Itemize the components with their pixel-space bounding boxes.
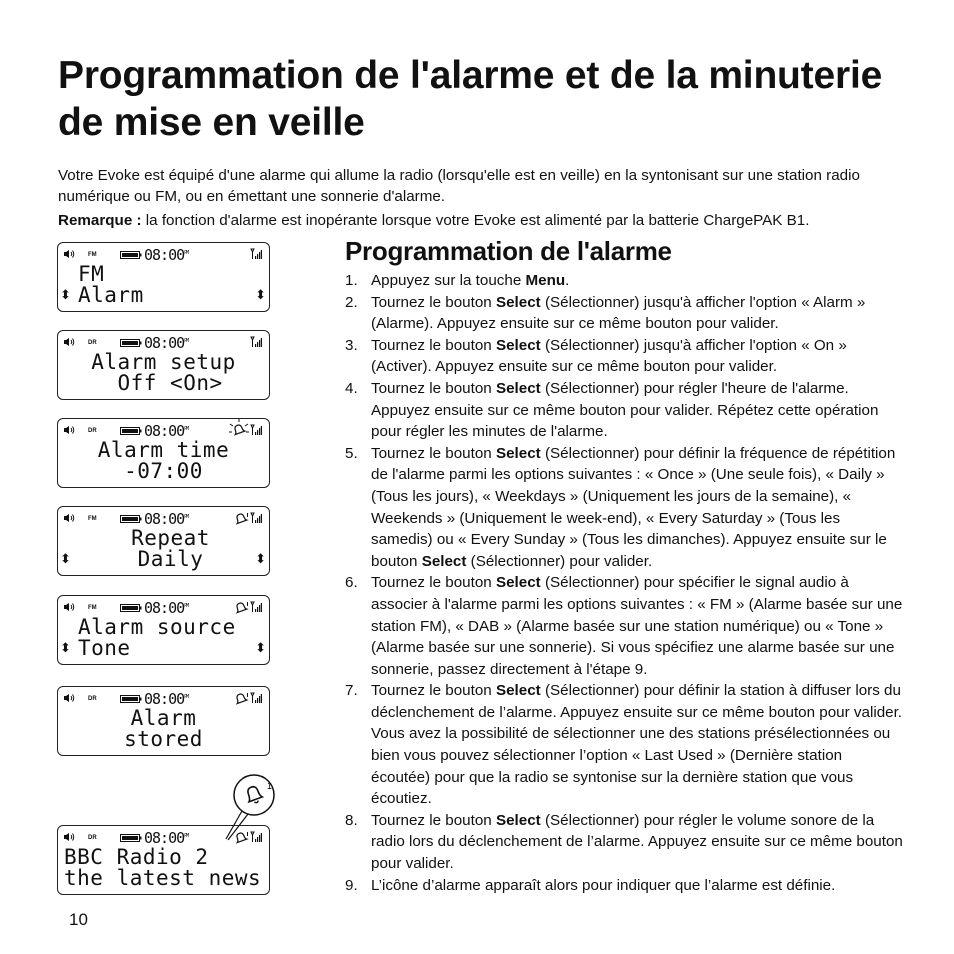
step-number: 8. xyxy=(345,811,358,829)
note-text: la fonction d'alarme est inopérante lorsque votre Evoke est alimenté par la batterie ChargePAK B1. xyxy=(141,212,810,229)
lcd-screen xyxy=(57,418,270,488)
clock-ampm: PM xyxy=(184,694,189,700)
step-text: (Sélectionner) pour définir la station à diffuser lors du déclenchement de l’alarme. Appuyez ensuite sur ce même bouton pour valider. Vous avez la possibilité de sélectionner une des stations présélectionnées ou bien vous pouvez sélectionner l’option « Last Used » (Dernière station écoutée) pour que la radio se syntonise sur la dernière station que vous écoutiez. xyxy=(371,682,903,808)
scroll-arrows-left-icon: ⬍ xyxy=(60,641,71,656)
step-text: Select xyxy=(495,811,541,829)
lcd-line-1: Alarm time xyxy=(97,438,230,462)
lcd-line-1: BBC Radio 2 xyxy=(64,845,209,869)
step-text: . xyxy=(565,272,570,289)
step-text: Select xyxy=(495,379,541,397)
clock-time: 08:00 xyxy=(144,510,185,528)
clock-time: 08:00 xyxy=(144,422,185,440)
step-text: Menu xyxy=(525,272,566,289)
step-text: Select xyxy=(495,444,541,462)
speaker-icon xyxy=(63,832,75,842)
speaker-icon xyxy=(63,337,75,347)
battery-icon xyxy=(120,695,142,703)
step-number: 3. xyxy=(345,336,358,354)
lcd-line-1: Alarm setup xyxy=(91,350,236,374)
step-text: (Sélectionner) jusqu'à afficher l'option « Alarm » (Alarme). Appuyez ensuite sur ce même bouton pour valider. xyxy=(371,293,866,333)
note-paragraph xyxy=(58,210,918,231)
lcd-line-2: stored xyxy=(124,727,203,751)
step-number: 6. xyxy=(345,574,358,592)
step-item xyxy=(345,810,905,875)
clock-time: 08:00 xyxy=(144,246,185,264)
step-item xyxy=(345,378,905,443)
step-text: Tournez le bouton xyxy=(371,293,496,311)
step-text: Select xyxy=(495,682,541,700)
band-indicator: DR xyxy=(88,340,97,346)
battery-icon xyxy=(120,834,142,842)
scroll-arrows-right-icon: ⬍ xyxy=(255,641,266,656)
step-text: Select xyxy=(495,574,541,592)
step-number: 2. xyxy=(345,293,358,311)
step-number: 9. xyxy=(345,876,358,894)
step-text: (Sélectionner) pour régler le volume sonore de la radio lors du déclenchement de l’alarme. Appuyez ensuite sur ce même bouton pour valider. xyxy=(371,811,903,873)
step-number: 7. xyxy=(345,682,358,700)
signal-strength-icon xyxy=(248,336,262,348)
step-text: L’icône d’alarme apparaît alors pour indiquer que l’alarme est définie. xyxy=(371,876,836,894)
speaker-icon xyxy=(63,513,75,523)
step-text: (Sélectionner) pour valider. xyxy=(466,552,653,570)
section-title: Programmation de l'alarme xyxy=(345,236,672,266)
step-text: (Sélectionner) pour définir la fréquence de répétition de l'alarme parmi les options suivantes : « Once » (Une seule fois), « Daily » (Tous les jours), « Weekdays » (Uniquement les jours de la semaine), « Weekends » (Uniquement le week-end), « Every Saturday » (Tous les samedis) ou « Every Sunday » (Tous les dimanches). Appuyez ensuite sur le bouton xyxy=(371,444,896,570)
lcd-screen xyxy=(57,330,270,400)
lcd-screen xyxy=(57,506,270,576)
band-indicator: FM xyxy=(88,516,97,522)
lcd-line-1: FM xyxy=(78,262,105,286)
step-text: Tournez le bouton xyxy=(371,336,496,354)
page-number: 10 xyxy=(69,910,88,929)
clock-time: 08:00 xyxy=(144,334,185,352)
step-item xyxy=(345,443,905,573)
step-text: Select xyxy=(495,336,541,354)
clock-ampm: PM xyxy=(184,833,189,839)
speaker-icon xyxy=(63,693,75,703)
step-number: 5. xyxy=(345,444,358,462)
signal-strength-icon xyxy=(248,424,262,436)
scroll-arrows-left-icon: ⬍ xyxy=(60,552,71,567)
lcd-screen xyxy=(57,686,270,756)
step-text: Tournez le bouton xyxy=(371,811,496,829)
lcd-screen xyxy=(57,595,270,665)
step-text: (Sélectionner) pour spécifier le signal audio à associer à l'alarme parmi les options suivantes : « FM » (Alarme basée sur une station FM), « DAB » (Alarme basée sur une station numérique) ou « Tone » (Alarme basée sur une sonnerie). Si vous spécifiez une alarme basée sur une sonnerie, passez directement à l'étape 9. xyxy=(371,574,903,678)
lcd-line-1: Alarm source xyxy=(78,615,236,639)
lcd-line-2: Off <On> xyxy=(104,371,223,395)
step-item xyxy=(345,335,905,378)
scroll-arrows-left-icon: ⬍ xyxy=(60,288,71,303)
lcd-line-2: Daily xyxy=(137,547,204,571)
lcd-line-1: Alarm xyxy=(130,706,197,730)
clock-ampm: PM xyxy=(184,426,189,432)
step-text: Tournez le bouton xyxy=(371,574,496,592)
clock-ampm: PM xyxy=(184,603,189,609)
band-indicator: DR xyxy=(88,428,97,434)
step-number: 1. xyxy=(345,272,358,289)
step-text: Appuyez sur la touche xyxy=(371,272,526,289)
battery-icon xyxy=(120,515,142,523)
band-indicator: FM xyxy=(88,252,97,258)
step-item xyxy=(345,572,905,680)
step-text: (Sélectionner) pour régler l'heure de l'alarme. Appuyez ensuite sur ce même bouton pour valider. Répétez cette opération pour régler les minutes de l'alarme. xyxy=(371,379,879,441)
step-item xyxy=(345,875,905,897)
step-item xyxy=(345,292,905,335)
battery-icon xyxy=(120,339,142,347)
clock-ampm: PM xyxy=(184,514,189,520)
battery-icon xyxy=(120,604,142,612)
steps-list xyxy=(345,270,905,896)
scroll-arrows-right-icon: ⬍ xyxy=(255,552,266,567)
lcd-screen xyxy=(57,242,270,312)
lcd-line-1: Repeat xyxy=(131,526,210,550)
band-indicator: FM xyxy=(88,605,97,611)
step-text: Select xyxy=(421,552,467,570)
speaker-icon xyxy=(63,602,75,612)
band-indicator: DR xyxy=(88,835,97,841)
speaker-icon xyxy=(63,249,75,259)
signal-strength-icon xyxy=(248,692,262,704)
note-label: Remarque : xyxy=(58,212,142,229)
signal-strength-icon xyxy=(248,248,262,260)
alarm-bell-blink-icon xyxy=(228,419,250,439)
page-title: Programmation de l'alarme et de la minuterie de mise en veille xyxy=(58,54,883,144)
speaker-icon xyxy=(63,425,75,435)
lcd-line-2: Tone xyxy=(78,636,131,660)
lcd-line-2: -07:00 xyxy=(124,459,203,483)
step-number: 4. xyxy=(345,379,358,397)
signal-strength-icon xyxy=(248,601,262,613)
alarm-bell-callout xyxy=(218,773,278,843)
step-text: (Sélectionner) jusqu'à afficher l'option « On » (Activer). Appuyez ensuite sur ce même bouton pour valider. xyxy=(371,336,847,376)
scroll-arrows-right-icon: ⬍ xyxy=(255,288,266,303)
lcd-line-2: Alarm xyxy=(78,283,144,307)
step-item xyxy=(345,270,905,292)
band-indicator: DR xyxy=(88,696,97,702)
clock-display xyxy=(144,246,188,264)
callout-label: 1 xyxy=(267,781,273,791)
clock-time: 08:00 xyxy=(144,829,185,847)
step-text: Tournez le bouton xyxy=(371,379,496,397)
step-text: Tournez le bouton xyxy=(371,444,496,462)
intro-paragraph: Votre Evoke est équipé d'une alarme qui allume la radio (lorsqu'elle est en veille) en la syntonisant sur une station radio numérique ou FM, ou en émettant une sonnerie d'alarme. xyxy=(58,167,860,205)
step-item xyxy=(345,680,905,810)
clock-ampm: PM xyxy=(184,250,189,256)
clock-time: 08:00 xyxy=(144,690,185,708)
step-text: Select xyxy=(495,293,541,311)
battery-icon xyxy=(120,251,142,259)
clock-ampm: PM xyxy=(184,338,189,344)
signal-strength-icon xyxy=(248,512,262,524)
battery-icon xyxy=(120,427,142,435)
lcd-line-2: the latest news xyxy=(64,866,262,890)
step-text: Tournez le bouton xyxy=(371,682,496,700)
clock-time: 08:00 xyxy=(144,599,185,617)
